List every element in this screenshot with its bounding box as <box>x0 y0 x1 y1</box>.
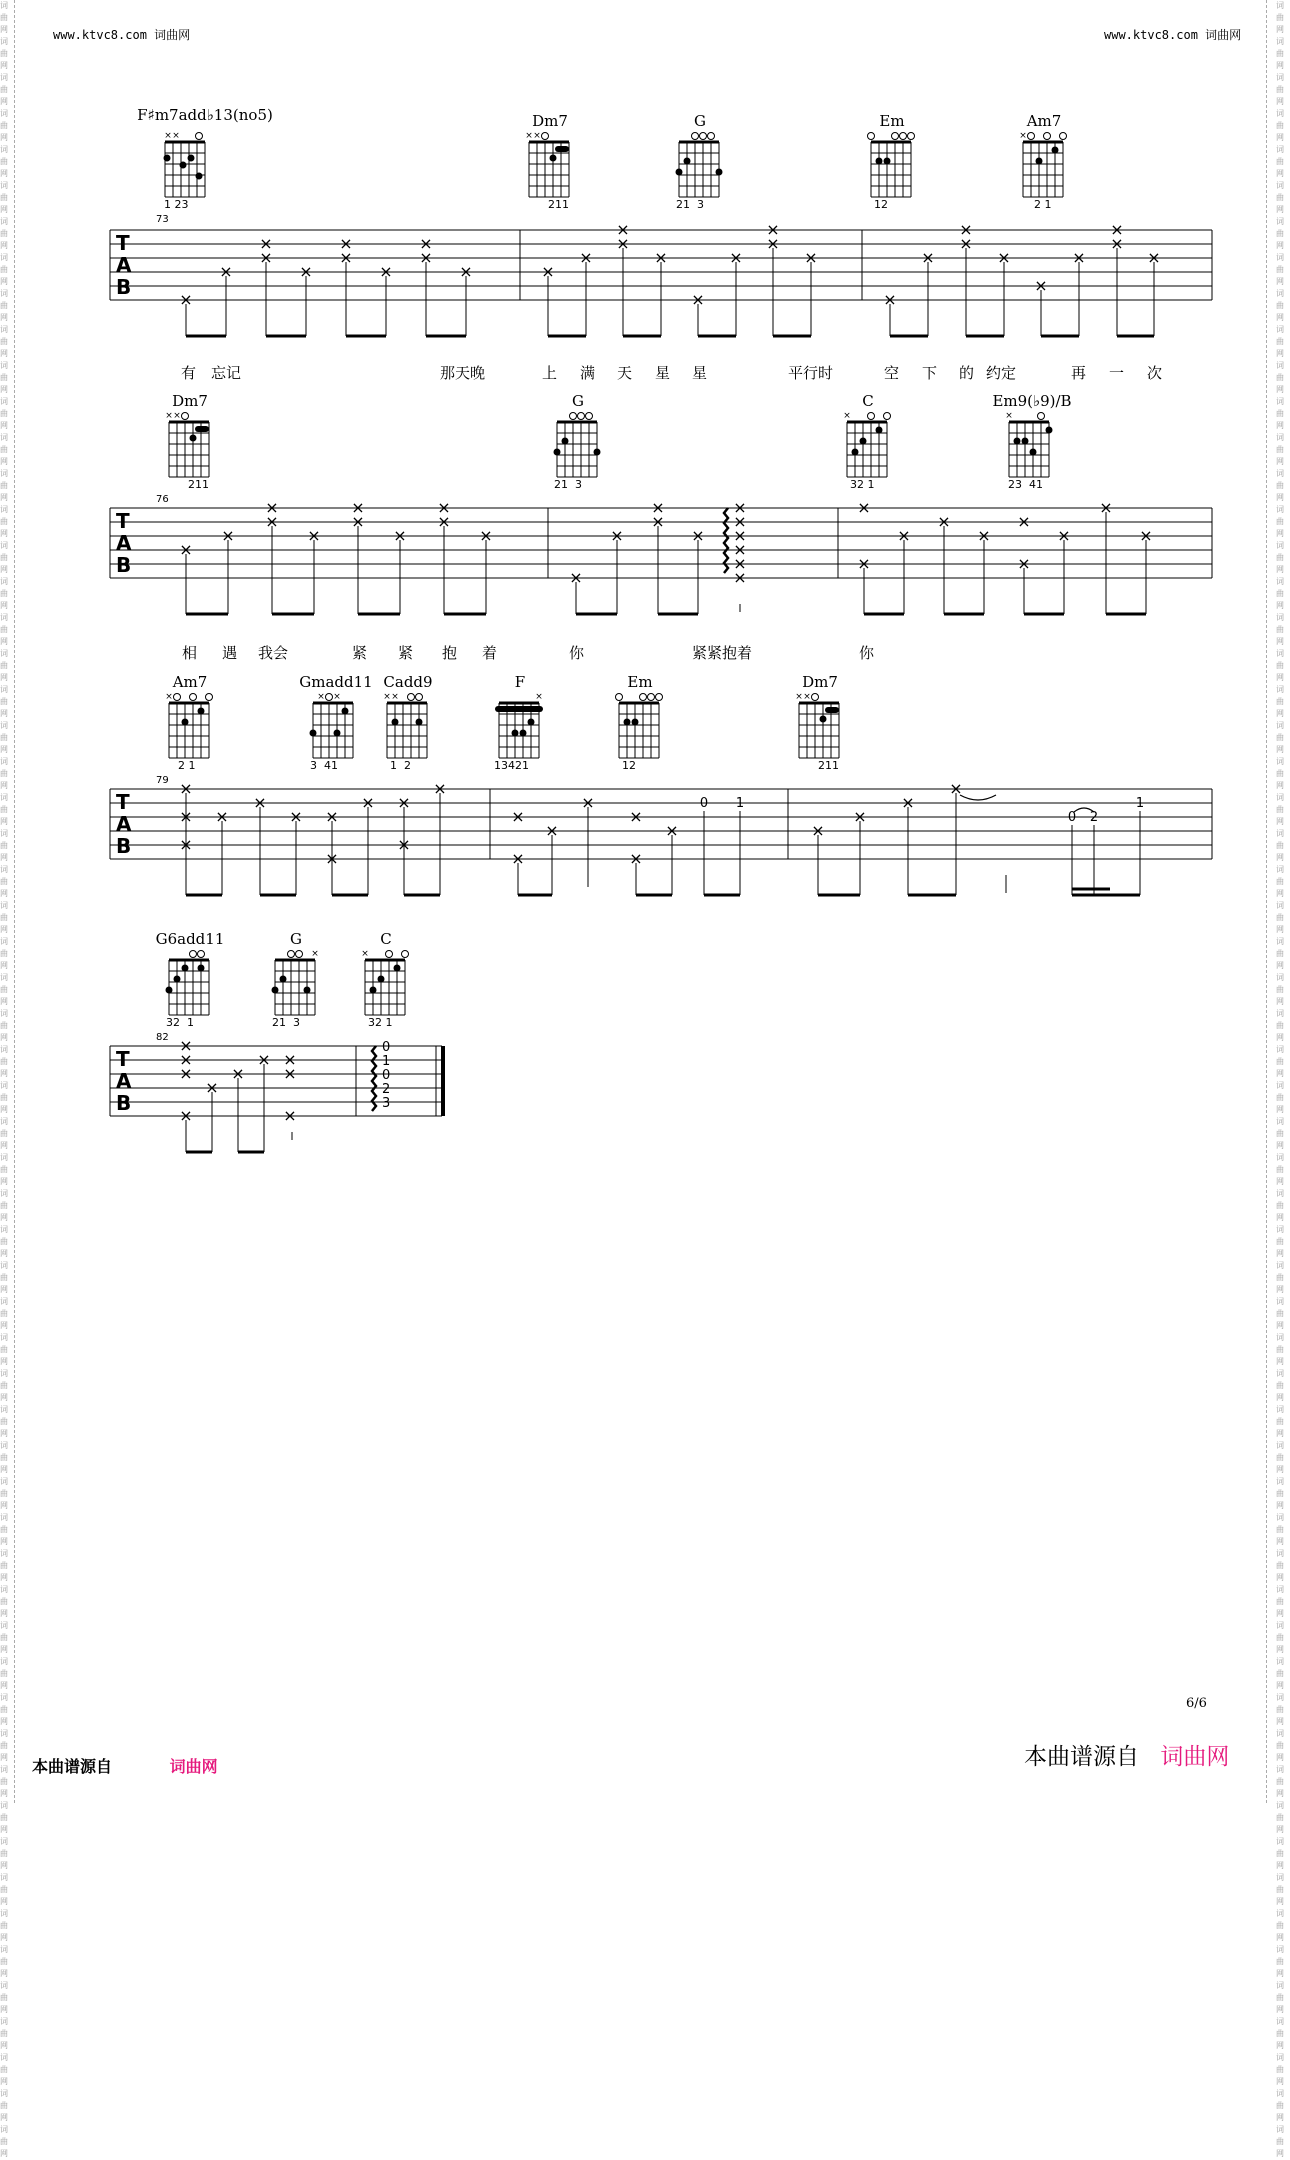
svg-text:×: × <box>616 234 630 253</box>
svg-text:T: T <box>116 231 130 255</box>
chord-name: Dm7 <box>532 112 568 130</box>
svg-text:×: × <box>766 234 780 253</box>
svg-text:×: × <box>733 512 747 531</box>
svg-text:×: × <box>535 692 543 702</box>
header-left <box>53 26 190 43</box>
svg-text:×: × <box>857 554 871 573</box>
chord-name: Em <box>879 112 905 130</box>
tab-staff <box>100 775 1220 905</box>
chord-grid <box>674 128 730 210</box>
chord-fingers: 1 23 <box>164 198 189 211</box>
chord-name: Dm7 <box>172 392 208 410</box>
svg-text:×: × <box>179 779 193 798</box>
svg-text:×: × <box>1019 131 1027 141</box>
lyric: 那天晚 <box>440 364 486 382</box>
chord-diagram <box>982 392 1082 492</box>
svg-text:×: × <box>179 1036 193 1055</box>
chord-diagram <box>828 392 908 492</box>
lyric: 次 <box>1147 364 1163 382</box>
svg-text:×: × <box>333 692 341 702</box>
svg-text:×: × <box>265 512 279 531</box>
footer-right <box>1024 1738 1229 1771</box>
chord-name: Gmadd11 <box>299 673 373 691</box>
chord-fingers: 23 41 <box>1008 478 1043 491</box>
chord-fingers: 3 41 <box>310 759 338 772</box>
svg-text:×: × <box>843 411 851 421</box>
chord-grid <box>160 128 220 210</box>
svg-text:×: × <box>901 793 915 812</box>
measure-number: 79 <box>156 775 169 786</box>
svg-text:×: × <box>215 807 229 826</box>
svg-text:×: × <box>179 835 193 854</box>
svg-text:×: × <box>391 692 399 702</box>
chord-grid <box>164 689 220 771</box>
chord-name: C <box>862 392 874 410</box>
svg-text:×: × <box>629 807 643 826</box>
svg-text:×: × <box>977 526 991 545</box>
svg-text:×: × <box>1005 411 1013 421</box>
chord-name: Am7 <box>1026 112 1062 130</box>
svg-text:×: × <box>419 248 433 267</box>
lyric: 相 <box>182 644 198 662</box>
chord-fingers: 21 3 <box>554 478 582 491</box>
lyric: 抱 <box>442 644 458 662</box>
tab-clef <box>116 1047 132 1115</box>
site-url[interactable]: www.ktvc8.com <box>53 28 147 42</box>
chord-diagram <box>346 930 426 1030</box>
chord-grid <box>866 128 922 210</box>
chord-diagram <box>480 673 560 773</box>
chord-grid <box>494 689 550 771</box>
svg-text:×: × <box>433 779 447 798</box>
chord-diagram <box>510 112 590 212</box>
svg-text:×: × <box>511 807 525 826</box>
chord-fingers: 211 <box>548 198 569 211</box>
svg-text:×: × <box>811 821 825 840</box>
tab-fret-numbers <box>382 1040 390 1111</box>
svg-text:×: × <box>179 1064 193 1083</box>
lyric: 着 <box>482 644 498 662</box>
tab-staff <box>100 494 1220 624</box>
svg-text:×: × <box>853 807 867 826</box>
svg-text:×: × <box>959 234 973 253</box>
lyric: 你 <box>569 644 585 662</box>
lyric: 上 <box>542 364 558 382</box>
lyric: 平行时 <box>788 364 834 382</box>
chord-diagram <box>660 112 740 212</box>
chord-name: Dm7 <box>802 673 838 691</box>
svg-text:×: × <box>179 1106 193 1125</box>
svg-text:×: × <box>959 220 973 239</box>
lyric: 你 <box>859 644 875 662</box>
lyric: 遇 <box>222 644 238 662</box>
chord-name: G <box>694 112 706 130</box>
left-dashed-border <box>14 0 15 1803</box>
svg-text:×: × <box>651 512 665 531</box>
lyric: 紧紧抱着 <box>692 644 753 662</box>
chord-fingers: 211 <box>818 759 839 772</box>
svg-text:×: × <box>949 779 963 798</box>
svg-text:×: × <box>317 692 325 702</box>
svg-text:×: × <box>1057 526 1071 545</box>
svg-text:×: × <box>579 248 593 267</box>
chord-name: Cadd9 <box>383 673 433 691</box>
chord-fingers: 2 1 <box>178 759 196 772</box>
lyric: 星 <box>655 364 671 382</box>
chord-fingers: 32 1 <box>850 478 875 491</box>
chord-fingers: 12 <box>622 759 636 772</box>
chord-fingers: 211 <box>188 478 209 491</box>
footer-source-label: 本曲谱源自 <box>32 1757 113 1776</box>
chord-fingers: 13421 <box>494 759 529 772</box>
svg-text:×: × <box>883 290 897 309</box>
chord-diagram <box>1004 112 1084 212</box>
svg-text:×: × <box>219 262 233 281</box>
svg-text:T: T <box>116 1047 130 1071</box>
svg-text:B: B <box>116 553 132 577</box>
chord-diagram <box>538 392 618 492</box>
svg-text:×: × <box>803 692 811 702</box>
chord-fingers: 1 2 <box>390 759 411 772</box>
chord-diagram <box>780 673 860 773</box>
chord-grid <box>614 689 670 771</box>
svg-text:×: × <box>257 1050 271 1069</box>
svg-text:×: × <box>665 821 679 840</box>
svg-text:×: × <box>165 411 173 421</box>
chord-grid <box>164 408 220 490</box>
svg-text:×: × <box>325 807 339 826</box>
svg-text:×: × <box>804 248 818 267</box>
svg-text:×: × <box>165 692 173 702</box>
svg-text:×: × <box>179 1050 193 1069</box>
svg-text:1: 1 <box>1135 796 1145 811</box>
chord-grid <box>842 408 898 490</box>
svg-text:×: × <box>361 949 369 959</box>
chord-fingers: 32 1 <box>166 1016 194 1029</box>
svg-text:0: 0 <box>699 796 709 811</box>
svg-text:×: × <box>1147 248 1161 267</box>
svg-text:A: A <box>116 531 132 555</box>
svg-text:×: × <box>1017 512 1031 531</box>
svg-text:×: × <box>205 1078 219 1097</box>
right-dashed-border <box>1266 0 1267 1803</box>
svg-text:×: × <box>393 526 407 545</box>
svg-text:×: × <box>795 692 803 702</box>
svg-text:×: × <box>525 131 533 141</box>
chord-name: G <box>572 392 584 410</box>
svg-text:×: × <box>541 262 555 281</box>
svg-text:×: × <box>1034 276 1048 295</box>
chord-diagram <box>852 112 932 212</box>
svg-text:0: 0 <box>1067 810 1077 825</box>
chord-name: Am7 <box>172 673 208 691</box>
svg-text:×: × <box>616 220 630 239</box>
chord-grid <box>1018 128 1074 210</box>
lyric: 星 <box>692 364 708 382</box>
chord-fingers: 21 3 <box>676 198 704 211</box>
svg-text:×: × <box>283 1050 297 1069</box>
chord-name: F <box>514 673 526 691</box>
svg-text:×: × <box>325 849 339 868</box>
svg-text:×: × <box>397 835 411 854</box>
svg-text:×: × <box>361 793 375 812</box>
chord-grid <box>360 946 416 1028</box>
svg-text:×: × <box>1139 526 1153 545</box>
chord-name: F♯m7add♭13(no5) <box>137 106 273 124</box>
chord-diagram <box>120 106 290 211</box>
svg-text:×: × <box>651 498 665 517</box>
svg-text:×: × <box>766 220 780 239</box>
svg-text:×: × <box>173 411 181 421</box>
lyric: 满 <box>580 364 596 382</box>
chord-diagram <box>150 673 230 773</box>
svg-text:×: × <box>307 526 321 545</box>
lyric: 一 <box>1109 364 1125 382</box>
svg-text:×: × <box>533 131 541 141</box>
svg-text:A: A <box>116 812 132 836</box>
measure-number: 73 <box>156 214 169 225</box>
chord-grid <box>382 689 438 771</box>
svg-text:T: T <box>116 790 130 814</box>
svg-text:×: × <box>610 526 624 545</box>
chord-diagram <box>368 673 448 773</box>
lyric: 有 <box>181 364 197 382</box>
site-name: 词曲网 <box>154 28 191 42</box>
svg-text:×: × <box>921 248 935 267</box>
svg-text:×: × <box>339 248 353 267</box>
svg-text:×: × <box>437 498 451 517</box>
lyric: 约定 <box>986 364 1017 382</box>
svg-text:×: × <box>179 540 193 559</box>
chord-fingers: 12 <box>874 198 888 211</box>
svg-text:×: × <box>383 692 391 702</box>
svg-text:×: × <box>733 554 747 573</box>
chord-grid <box>794 689 850 771</box>
svg-text:×: × <box>569 568 583 587</box>
chord-grid <box>1004 408 1060 490</box>
svg-text:×: × <box>259 234 273 253</box>
lyric: 下 <box>922 364 938 382</box>
page-number: 6/6 <box>1186 1696 1207 1711</box>
chord-fingers: 2 1 <box>1034 198 1052 211</box>
svg-text:×: × <box>1099 498 1113 517</box>
lyric: 再 <box>1071 364 1087 382</box>
svg-text:×: × <box>1110 220 1124 239</box>
svg-text:×: × <box>437 512 451 531</box>
right-watermark-strip: 词曲网词曲网词曲网词曲网词曲网词曲网词曲网词曲网词曲网词曲网词曲网词曲网词曲网词曲网词曲网词曲网词曲网词曲网词曲网词曲网词曲网词曲网词曲网词曲网词曲网词曲网词曲网词曲网词曲网词曲网词曲网词曲网词曲网词曲网词曲网词曲网词曲网词曲网词曲网词曲网词曲网词曲网词曲网词曲网词曲网词曲网词曲网词曲网词曲网词曲网词曲网词曲网词曲网词曲网词曲网词曲网词曲网词曲网词曲网词曲网 <box>1276 1 1284 2158</box>
footer-brand-link[interactable]: 词曲网 <box>1160 1744 1230 1770</box>
svg-text:B: B <box>116 275 132 299</box>
chord-diagram <box>150 930 230 1030</box>
svg-text:1: 1 <box>735 796 745 811</box>
svg-text:0: 0 <box>382 1068 391 1083</box>
svg-text:A: A <box>116 1069 132 1093</box>
svg-text:×: × <box>397 793 411 812</box>
svg-text:×: × <box>351 512 365 531</box>
chord-name: Em9(♭9)/B <box>992 392 1072 410</box>
svg-text:×: × <box>733 568 747 587</box>
svg-text:1: 1 <box>382 1054 391 1069</box>
svg-text:×: × <box>283 1106 297 1125</box>
svg-text:×: × <box>299 262 313 281</box>
svg-text:3: 3 <box>382 1096 391 1111</box>
svg-text:×: × <box>654 248 668 267</box>
svg-text:×: × <box>459 262 473 281</box>
tab-clef <box>116 509 132 577</box>
svg-text:0: 0 <box>382 1040 391 1055</box>
svg-text:×: × <box>419 234 433 253</box>
svg-text:×: × <box>259 248 273 267</box>
svg-text:×: × <box>283 1064 297 1083</box>
svg-text:×: × <box>691 526 705 545</box>
svg-text:×: × <box>691 290 705 309</box>
svg-text:A: A <box>116 253 132 277</box>
svg-text:×: × <box>311 949 319 959</box>
lyric: 的 <box>959 364 975 382</box>
svg-text:×: × <box>937 512 951 531</box>
tab-clef <box>116 231 132 299</box>
svg-text:×: × <box>1072 248 1086 267</box>
svg-text:×: × <box>897 526 911 545</box>
chord-name: G <box>290 930 302 948</box>
svg-text:×: × <box>379 262 393 281</box>
svg-text:×: × <box>729 248 743 267</box>
svg-text:×: × <box>351 498 365 517</box>
chord-grid <box>552 408 608 490</box>
chord-grid <box>308 689 364 771</box>
tab-fret-numbers <box>700 796 1144 825</box>
chord-fingers: 32 1 <box>368 1016 393 1029</box>
svg-text:×: × <box>479 526 493 545</box>
svg-text:×: × <box>253 793 267 812</box>
svg-text:B: B <box>116 834 132 858</box>
svg-text:×: × <box>857 498 871 517</box>
svg-text:×: × <box>265 498 279 517</box>
chord-grid <box>524 128 580 210</box>
tab-staff <box>100 1032 460 1162</box>
svg-text:×: × <box>179 807 193 826</box>
chord-grid <box>270 946 326 1028</box>
svg-text:×: × <box>221 526 235 545</box>
svg-text:2: 2 <box>1089 810 1099 825</box>
lyric: 天 <box>617 364 633 382</box>
lyric: 我会 <box>258 644 289 662</box>
footer-source-label: 本曲谱源自 <box>1024 1744 1139 1770</box>
site-url[interactable]: www.ktvc8.com <box>1104 28 1198 42</box>
svg-text:×: × <box>231 1064 245 1083</box>
svg-text:×: × <box>511 849 525 868</box>
lyric: 紧 <box>398 644 414 662</box>
svg-text:×: × <box>581 793 595 812</box>
svg-text:×: × <box>997 248 1011 267</box>
chord-diagram <box>600 673 680 773</box>
svg-text:×: × <box>339 234 353 253</box>
site-name: 词曲网 <box>1205 28 1242 42</box>
svg-text:B: B <box>116 1091 132 1115</box>
chord-fingers: 21 3 <box>272 1016 300 1029</box>
svg-text:×: × <box>733 540 747 559</box>
lyric: 空 <box>884 364 900 382</box>
lyric: 紧 <box>352 644 368 662</box>
svg-text:×: × <box>629 849 643 868</box>
left-watermark-strip: 词曲网词曲网词曲网词曲网词曲网词曲网词曲网词曲网词曲网词曲网词曲网词曲网词曲网词曲网词曲网词曲网词曲网词曲网词曲网词曲网词曲网词曲网词曲网词曲网词曲网词曲网词曲网词曲网词曲网词曲网词曲网词曲网词曲网词曲网词曲网词曲网词曲网词曲网词曲网词曲网词曲网词曲网词曲网词曲网词曲网词曲网词曲网词曲网词曲网词曲网词曲网词曲网词曲网词曲网词曲网词曲网词曲网词曲网词曲网词曲网 <box>0 1 8 2158</box>
svg-text:×: × <box>545 821 559 840</box>
svg-text:×: × <box>733 498 747 517</box>
chord-grid <box>164 946 220 1028</box>
svg-text:×: × <box>179 290 193 309</box>
chord-diagram <box>150 392 230 492</box>
measure-number: 82 <box>156 1032 169 1043</box>
chord-name: Em <box>627 673 653 691</box>
chord-diagram <box>256 930 336 1030</box>
measure-number: 76 <box>156 494 169 505</box>
svg-text:T: T <box>116 509 130 533</box>
footer-left <box>32 1754 218 1777</box>
tab-staff <box>100 214 1220 344</box>
chord-name: C <box>380 930 392 948</box>
header-right <box>1104 26 1241 43</box>
svg-text:×: × <box>1017 554 1031 573</box>
svg-text:×: × <box>289 807 303 826</box>
svg-text:×: × <box>164 131 172 141</box>
chord-name: G6add11 <box>155 930 225 948</box>
lyric: 忘记 <box>211 364 242 382</box>
tab-clef <box>116 790 132 858</box>
svg-text:×: × <box>1110 234 1124 253</box>
footer-brand-link[interactable]: 词曲网 <box>169 1757 218 1776</box>
svg-text:×: × <box>172 131 180 141</box>
svg-text:2: 2 <box>382 1082 391 1097</box>
svg-text:×: × <box>733 526 747 545</box>
